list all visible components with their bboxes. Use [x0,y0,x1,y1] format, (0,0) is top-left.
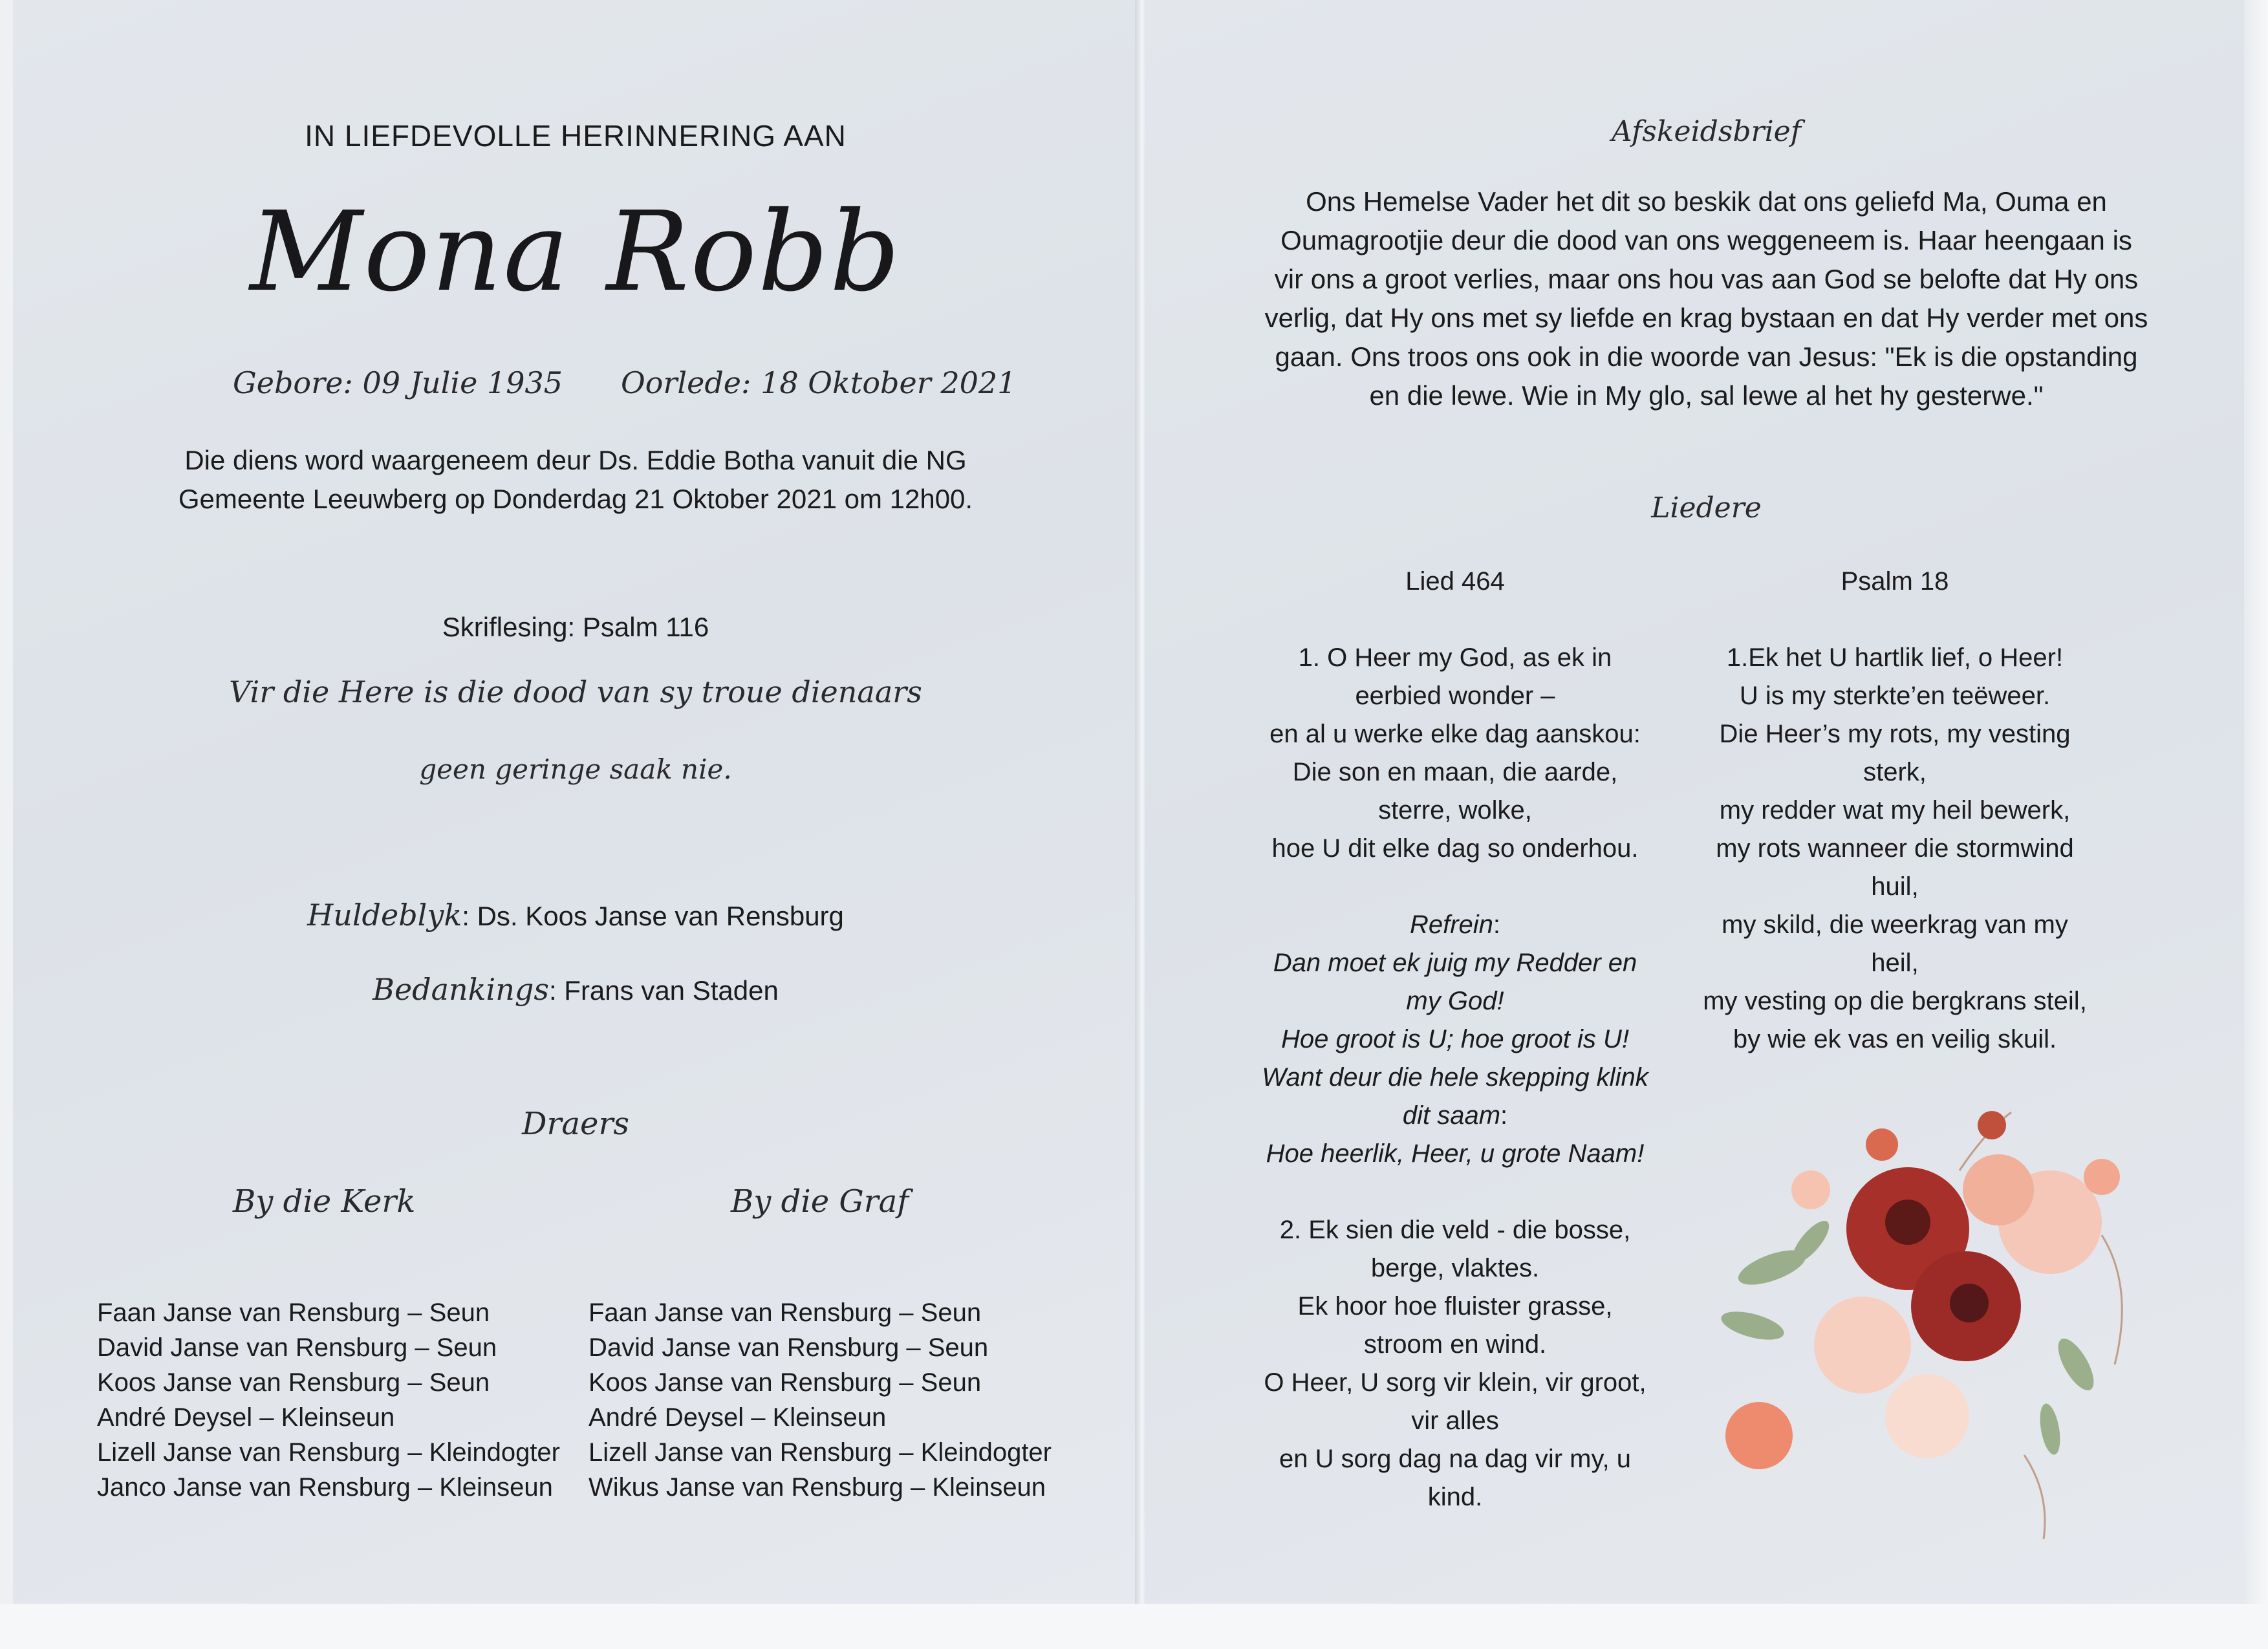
grave-bearers-title: By die Graf [731,1183,909,1220]
refrain-line [1242,1097,1669,1135]
hymn-line: my vesting op die bergkrans steil, [1703,987,2087,1015]
small-flower-icon [1978,1111,2006,1139]
ranunculus-icon [1814,1297,1911,1394]
refrain-line: Hoe heerlik, Heer, u grote Naam! [1266,1139,1645,1168]
rose-center-icon [1885,1200,1930,1245]
list-item: Wikus Janse van Rensburg – Kleinseun [589,1473,1046,1502]
hymn-line: my skild, die weerkrag van my [1722,911,2068,939]
hymn-line: U is my sterkte’en teëweer. [1739,682,2051,710]
list-item: Janco Janse van Rensburg – Kleinseun [97,1473,553,1502]
hymn-lied-464 [1242,563,1669,1516]
farewell-line: Oumagrootjie deur die dood van ons weggeneem is. Haar heengaan is [1280,225,2132,255]
refrain-line: Hoe groot is U; hoe groot is U! [1280,1025,1630,1053]
service-details [13,441,1138,519]
thanks-line [13,970,1138,1010]
thanks-label: Bedankings [373,972,549,1007]
scan-edge [2244,0,2268,1604]
service-line: Gemeente Leeuwberg op Donderdag 21 Oktober 2021 om 12h00. [178,484,973,514]
list-item: Faan Janse van Rensburg – Seun [97,1299,490,1327]
small-flower-icon [1866,1128,1898,1161]
left-page [13,0,1138,1604]
thanks-value: : Frans van Staden [548,975,779,1006]
hymn-line: heil, [1871,949,1919,977]
birth-date: Gebore: 09 Julie 1935 [233,365,563,400]
list-item: André Deysel – Kleinseun [589,1403,887,1432]
hymn-line: 1.Ek het U hartlik lief, o Heer! [1726,643,2064,672]
pallbearers-title: Draers [521,1106,630,1142]
refrain-line: Dan moet ek juig my Redder en [1273,949,1637,977]
hymn-line: Ek hoor hoe fluister grasse, [1297,1292,1613,1320]
hymn-line: stroom en wind. [1363,1330,1547,1359]
scripture-verse-line: Vir die Here is die dood van sy troue dienaars [229,674,922,709]
scan-border [0,1604,2268,1649]
tribute-line [13,896,1138,936]
hymn-line: my rots wanneer die stormwind [1716,834,2074,863]
list-item: Koos Janse van Rensburg – Seun [97,1368,490,1397]
grave-bearers-list [589,1295,1052,1505]
hymn-line: eerbied wonder – [1355,682,1555,710]
rose-center-icon [1950,1284,1989,1322]
deceased-name: Mona Robb [250,188,902,316]
refrain-colon: : [1493,911,1501,939]
songs-title: Liedere [1651,491,1762,524]
farewell-line: Ons Hemelse Vader het dit so beskik dat ons geliefd Ma, Ouma en [1306,186,2107,217]
small-flower-icon [1791,1170,1830,1209]
list-item: Koos Janse van Rensburg – Seun [589,1368,982,1397]
list-item: André Deysel – Kleinseun [97,1403,395,1432]
hymn-line: en al u werke elke dag aanskou: [1269,720,1641,748]
hymn-line: Die Heer’s my rots, my vesting [1719,720,2071,748]
small-flower-icon [1725,1402,1793,1469]
farewell-line: gaan. Ons troos ons ook in die woorde van Jesus: "Ek is die opstanding [1275,341,2138,372]
hymn-line: hoe U dit elke dag so onderhou. [1271,834,1639,863]
refrain-colon: : [1500,1101,1508,1130]
hymn-line: 2. Ek sien die veld - die bosse, [1279,1216,1631,1244]
list-item: Lizell Janse van Rensburg – Kleindogter [97,1438,560,1467]
hymn-line: sterk, [1863,758,1927,786]
hymn-line: huil, [1871,872,1919,901]
tribute-value: : Ds. Koos Janse van Rensburg [462,901,844,931]
farewell-line: en die lewe. Wie in My glo, sal lewe al het hy gesterwe." [1369,380,2044,411]
service-line: Die diens word waargeneem deur Ds. Eddie Botha vanuit die NG [184,445,967,475]
peony-icon [1963,1154,2034,1225]
small-flower-icon [2084,1159,2120,1195]
memorial-heading: IN LIEFDEVOLLE HERINNERING AAN [305,119,847,153]
hymn-line: vir alles [1411,1406,1499,1435]
hymn-line: berge, vlaktes. [1370,1254,1540,1282]
stanza-gap [1242,868,1669,906]
refrain-label-line [1242,906,1669,944]
church-bearers-title: By die Kerk [233,1183,416,1220]
hymn-line: sterre, wolke, [1378,796,1532,824]
farewell-letter-title: Afskeidsbrief [1612,115,1801,148]
farewell-line: verlig, dat Hy ons met sy liefde en krag bystaan en dat Hy verder met ons [1264,303,2148,333]
hymn-psalm-18 [1688,563,2102,1059]
stanza-gap [1242,1173,1669,1211]
ranunculus-icon [1885,1374,1969,1458]
scripture-reading-title: Skriflesing: Psalm 116 [442,612,709,642]
hymn-title: Lied 464 [1405,567,1505,596]
hymn-title: Psalm 18 [1841,567,1949,596]
list-item: David Janse van Rensburg – Seun [97,1333,497,1362]
hymn-line: 1. O Heer my God, as ek in [1298,643,1612,672]
list-item: Faan Janse van Rensburg – Seun [589,1299,982,1327]
hymn-line: Die son en maan, die aarde, [1292,758,1618,786]
farewell-line: vir ons a groot verlies, maar ons hou vas aan God se belofte dat Hy ons [1274,264,2139,294]
tribute-label: Huldeblyk [307,898,462,932]
flower-bouquet-illustration [1714,1093,2179,1546]
refrain-text: dit saam [1402,1101,1501,1130]
death-date: Oorlede: 18 Oktober 2021 [621,365,1017,400]
farewell-letter-text [1196,182,2216,415]
refrain-line: my God! [1406,987,1504,1015]
hymn-line: by wie ek vas en veilig skuil. [1733,1025,2057,1053]
church-bearers-list [97,1295,560,1505]
scripture-verse-line: geen geringe saak nie. [419,753,732,785]
refrain-line: Want deur die hele skepping klink [1262,1063,1648,1092]
list-item: Lizell Janse van Rensburg – Kleindogter [589,1438,1052,1467]
hymn-line: en U sorg dag na dag vir my, u [1279,1445,1631,1473]
hymn-line: O Heer, U sorg vir klein, vir groot, [1264,1368,1647,1397]
list-item: David Janse van Rensburg – Seun [589,1333,989,1362]
refrain-label: Refrein [1409,911,1493,939]
hymn-line: kind. [1427,1483,1483,1511]
hymn-line: my redder wat my heil bewerk, [1719,796,2071,824]
